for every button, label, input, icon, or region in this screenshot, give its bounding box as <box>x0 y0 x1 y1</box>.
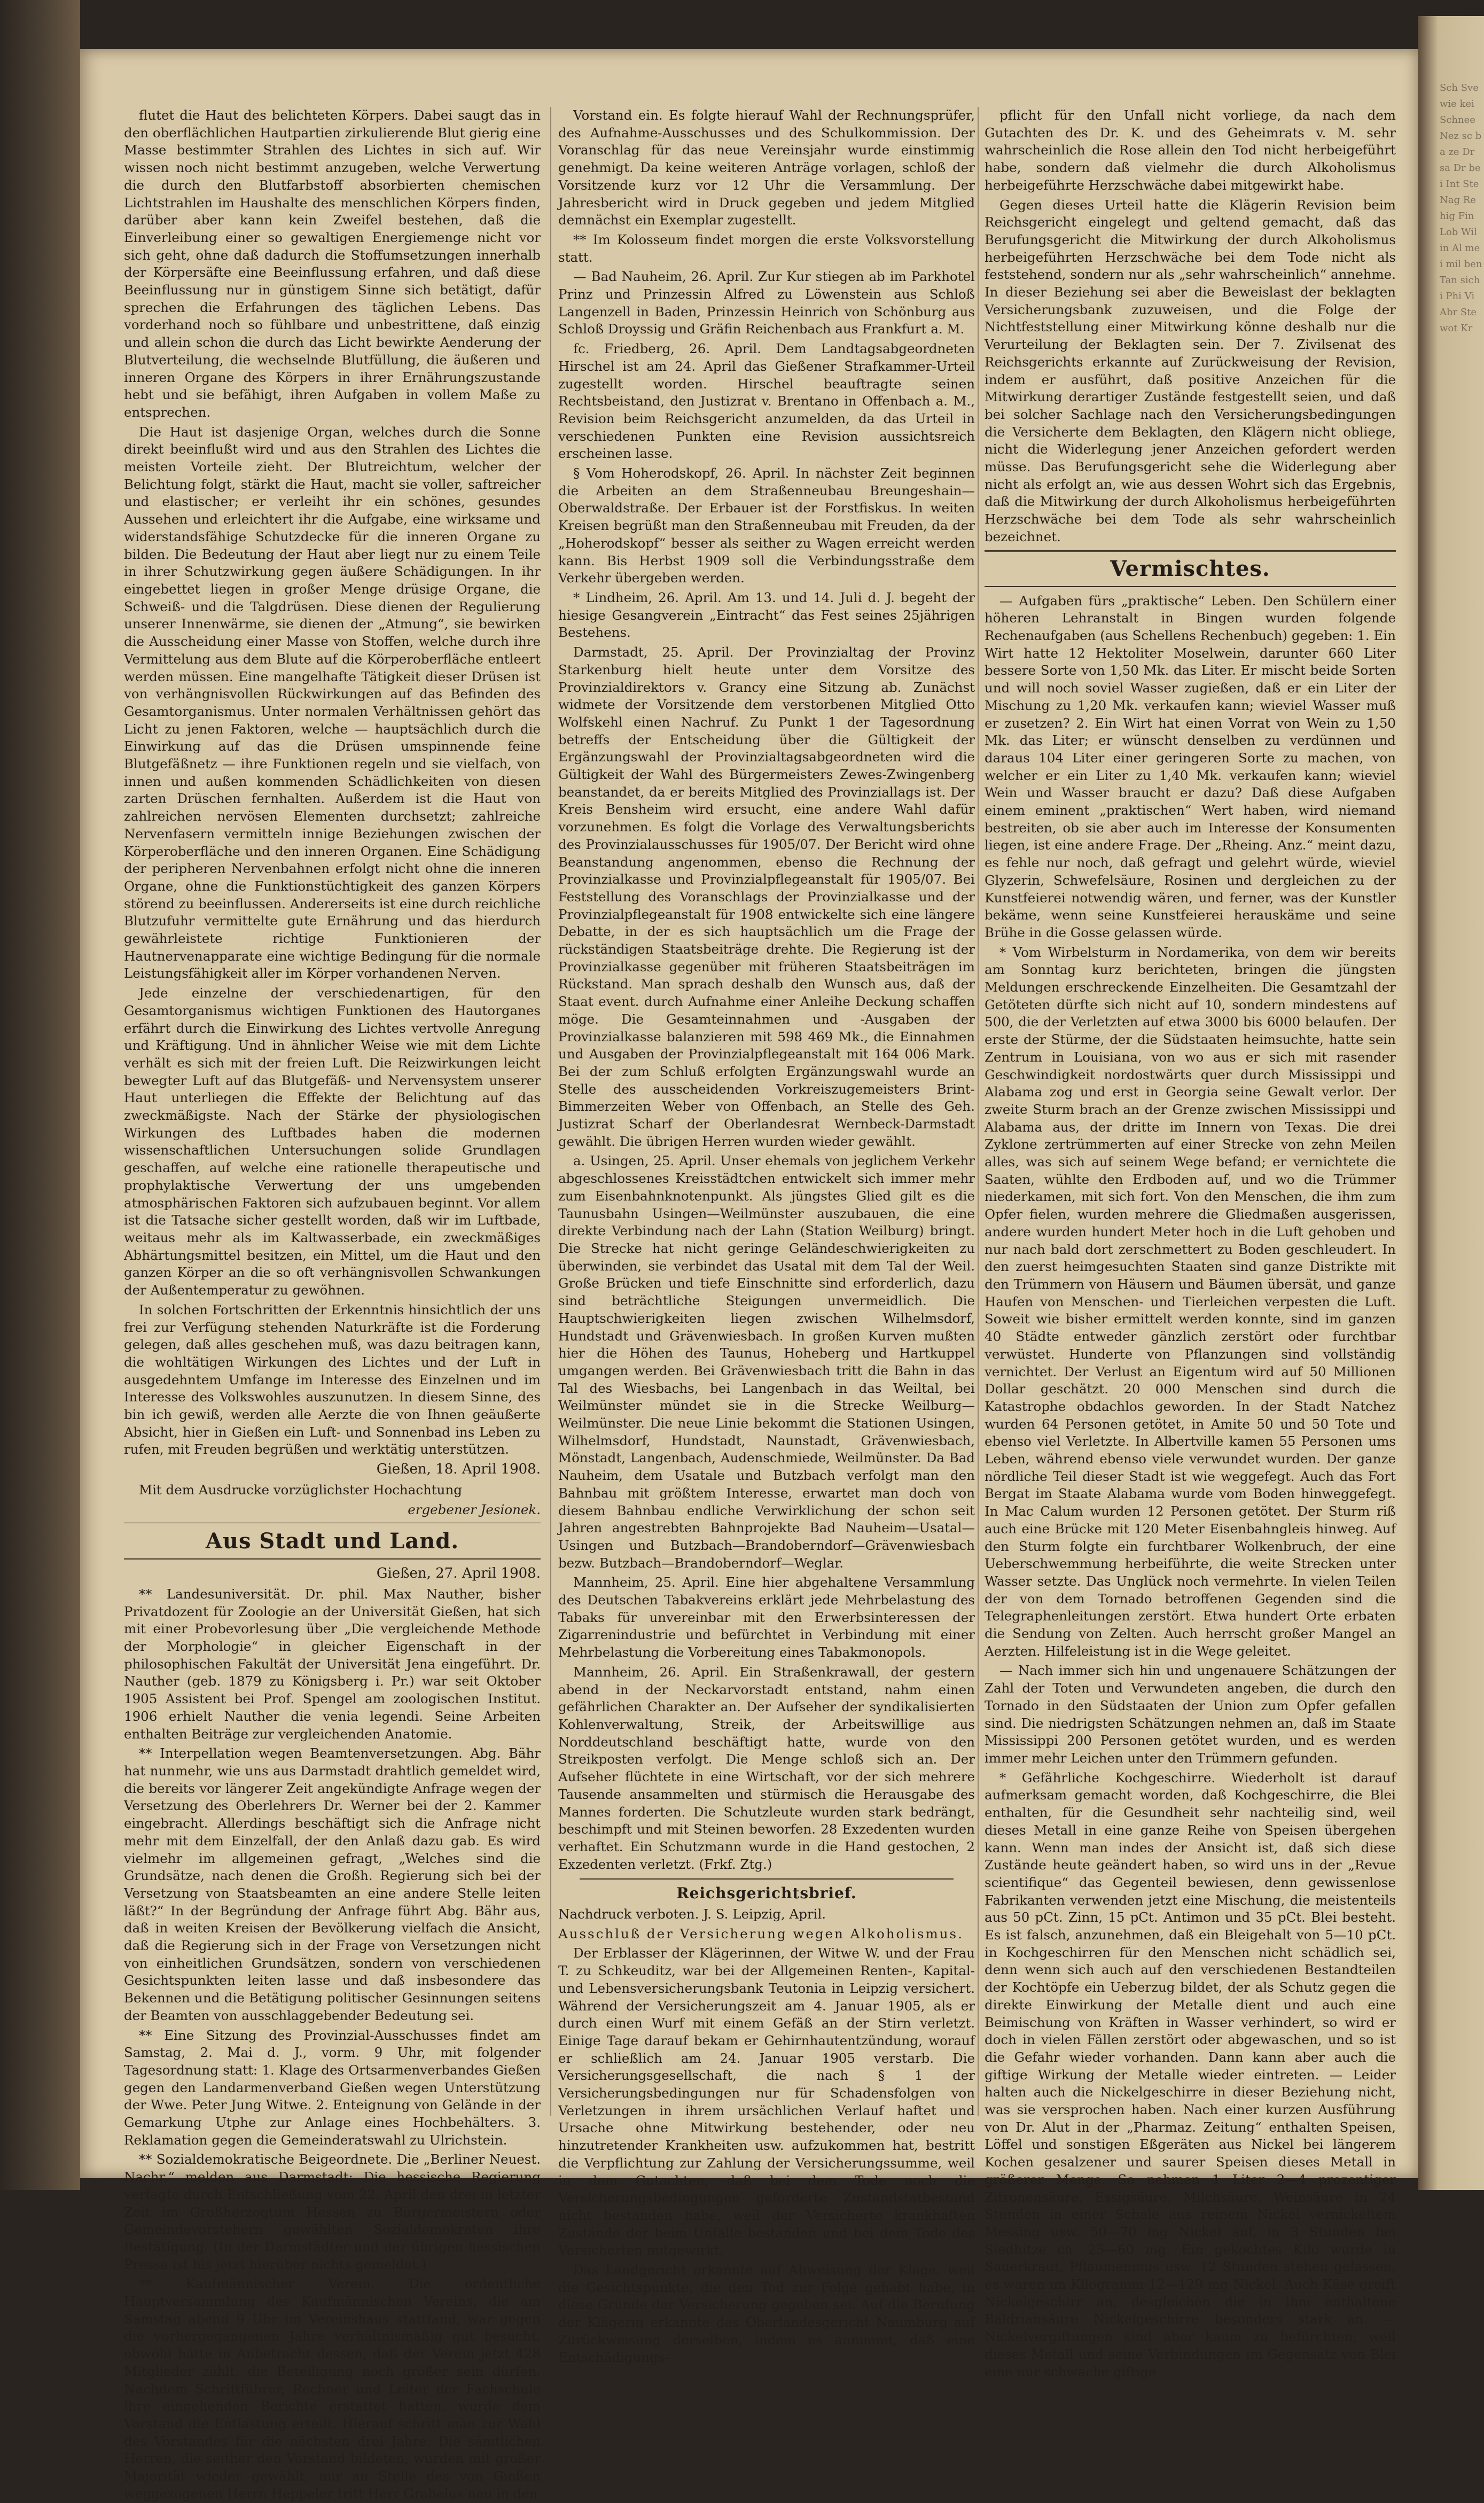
paragraph: pflicht für den Unfall nicht vorliege, da nach dem Gutachten des Dr. K. und des Geheimrats v. M. sehr wahrscheinlich die Rose allein den Tod nicht herbeigeführt habe, sondern daß vielmehr die durch Alkoholismus herbeigeführte Herzschwäche dabei mitgewirkt habe. <box>985 107 1396 193</box>
news-item: * Vom Wirbelsturm in Nordamerika, von dem wir bereits am Sonntag kurz berichteten, bringen die jüngsten Meldungen erschreckende Einzelheiten. Die Gesamtzahl der Getöteten dürfte sich nicht auf 10, sondern mindestens auf 500, die der Verletzten auf etwa 3000 bis 6000 belaufen. Der erste der Stürme, der die Südstaaten heimsuchte, hatte sein Zentrum in Louisiana, von wo aus er sich mit rasender Geschwindigkeit nordostwärts quer durch Mississippi und Alabama zog und erst in Georgia seine Gewalt verlor. Der zweite Sturm brach an der Grenze zwischen Mississippi und Alabama aus, der dritte im Innern von Texas. Die drei Zyklone zertrümmerten auf einer Strecke von zehn Meilen alles, was sich auf seinem Wege befand; er vernichtete die Saaten, wühlte den Erdboden auf, und wo die Trümmer niederkamen, mit sich fort. Von den Menschen, die ihm zum Opfer fielen, wurden mehrere die Gliedmaßen ausgerissen, andere wurden hundert Meter hoch in die Luft gehoben und nur nach bald dort zerschmettert zu Boden geschleudert. In den zuerst heimgesuchten Staaten sind ganze Distrikte mit den Trümmern von Häusern und Bäumen übersät, und ganze Haufen von Menschen- und Tierleichen verpesten die Luft. Soweit wie bisher ermittelt werden konnte, sind im ganzen 40 Städte entweder gänzlich zerstört oder furchtbar verwüstet. Hunderte von Pflanzungen sind vollständig vernichtet. Der Verlust an Eigentum wird auf 50 Millionen Dollar geschätzt. 20 000 Menschen sind durch die Katastrophe obdachlos geworden. In der Stadt Natchez wurden 64 Personen getötet, in Amite 50 und 50 Tote und ebenso viel Verletzte. In Albertville kamen 55 Personen ums Leben, während ebenso viele verwundet wurden. Der ganze nördliche Teil dieser Stadt ist wie weggefegt. Auch das Fort Bergat im Staate Alabama wurde vom Boden hinweggefegt. In Mac Calum wurden 12 Personen getötet. Der Sturm riß auch eine Brücke mit 120 Meter Eisenbahngleis hinweg. Auf den Sturm folgte ein furchtbarer Wolkenbruch, der eine Ueberschwemmung herbeiführte, die weite Strecken unter Wasser setzte. Das Unglück noch vermehrte. In vielen Teilen der von dem Tornado betroffenen Gegenden sind die Telegraphenleitungen zerstört. Etwa hundert Orte erbaten die Sendung von Zelten. Auch herrscht großer Mangel an Aerzten. Hilfeleistung ist in die Wege geleitet. <box>985 944 1396 1659</box>
news-item: ** Eine Sitzung des Provinzial-Ausschusses findet am Samstag, 2. Mai d. J., vorm. 9 Uhr, mit folgender Tagesordnung statt: 1. Klage des Ortsarmenverbandes Gießen gegen den Landarmenverband Gießen wegen Unterstützung der Wwe. Peter Jung Witwe. 2. Enteignung von Gelände in der Gemarkung Utphe zur Anlage eines Hochbehälters. 3. Reklamation gegen die Gemeinderatswahl zu Ulrichstein. <box>124 2027 541 2148</box>
news-item: a. Usingen, 25. April. Unser ehemals von jeglichem Verkehr abgeschlossenes Kreisstädtchen entwickelt sich immer mehr zum Eisenbahnknotenpunkt. Als jüngstes Glied gilt es die Taunusbahn Usingen—Weilmünster auszubauen, die eine direkte Verbindung nach der Lahn (Station Weilburg) bringt. Die Strecke hat nicht geringe Geländeschwierigkeiten zu überwinden, sie verbindet das Usatal mit dem Tal der Weil. Große Brücken und tiefe Einschnitte sind erforderlich, dazu sind beträchtliche Steigungen unvermeidlich. Die Hauptschwierigkeiten liegen zwischen Wilhelmsdorf, Hundstadt und Grävenwiesbach. In großen Kurven mußten hier die Höhen des Taunus, Hoheberg und Hartkuppel umgangen werden. Bei Grävenwiesbach tritt die Bahn in das Tal des Wiesbachs, bei Langenbach in das Weiltal, bei Weilmünster mündet sie in die Strecke Weilburg—Weilmünster. Die neue Linie bekommt die Stationen Usingen, Wilhelmsdorf, Hundstadt, Naunstadt, Grävenwiesbach, Mönstadt, Langenbach, Audenschmiede, Weilmünster. Da Bad Nauheim, dem Usatale und Butzbach verfolgt man den Bahnbau mit größtem Interesse, erwartet man doch von diesem Bahnbau endliche Verwirklichung der schon seit Jahren angestrebten Bahnprojekte Bad Nauheim—Usatal—Usingen und Butzbach—Brandoberndorf—Grävenwiesbach bezw. Butzbach—Brandoberndorf—Weglar. <box>558 1153 975 1571</box>
vermischtes-list <box>985 592 1396 2381</box>
news-item: Mannheim, 25. April. Eine hier abgehaltene Versammlung des Deutschen Tabakvereins erklärt jede Mehrbelastung des Tabaks für unvereinbar mit den Erwerbsinteressen der Zigarrenindustrie und befürchtet in Verbindung mit einer Mehrbelastung die Vorbereitung eines Tabakmonopols. <box>558 1574 975 1660</box>
news-item: — Bad Nauheim, 26. April. Zur Kur stiegen ab im Parkhotel Prinz und Prinzessin Alfred zu Löwenstein aus Schloß Langenzell in Baden, Prinzessin Heinrich von Schönburg aus Schloß Droyssig und Gräfin Reichenbach aus Frankfurt a. M. <box>558 269 975 337</box>
regional-news-list <box>558 107 975 1873</box>
news-item: § Vom Hoherodskopf, 26. April. In nächster Zeit beginnen die Arbeiten an dem Straßenneubau Breungeshain—Oberwaldstraße. Der Erbauer ist der Forstfiskus. In weiten Kreisen begrüßt man den Straßenneubau mit Freuden, da der „Hoherodskopf“ besser als seither zu Wagen erreicht werden kann. Bis Herbst 1909 soll die Verbindungsstraße dem Verkehr übergeben werden. <box>558 465 975 586</box>
news-item: Mannheim, 26. April. Ein Straßenkrawall, der gestern abend in der Neckarvorstadt entstand, nahm einen gefährlichen Charakter an. Der Aufseher der syndikalisierten Kohlenverwaltung, Streik, der Arbeitswillige aus Norddeutschland beschäftigt hatte, wurde von den Streikposten verfolgt. Die Menge schloß sich an. Der Aufseher flüchtete in eine Wirtschaft, vor der sich mehrere Tausende ansammelten und stürmisch die Herausgabe des Mannes forderten. Die Schutzleute wurden stark bedrängt, beschimpft und mit Steinen beworfen. 28 Exzedenten wurden verhaftet. Ein Schutzmann wurde in die Hand gestochen, 2 Exzedenten verletzt. (Frkf. Ztg.) <box>558 1664 975 1872</box>
facing-page-edge <box>1418 16 1484 2190</box>
paragraph: Jede einzelne der verschiedenartigen, für den Gesamtorganismus wichtigen Funktionen des Hautorganes erfährt durch die Einwirkung des Lichtes vertvolle Anregung und Kräftigung. Und in ähnlicher Weise wie mit dem Lichte verhält es sich mit der freien Luft. Die Reizwirkungen leicht bewegter Luft auf das Blutgefäß- und Nervensystem unserer Haut unterliegen die Effekte der Belichtung auf das zweckmäßigste. Nach der Stärke der physiologischen Wirkungen des Luftbades haben die modernen wissenschaftlichen Untersuchungen solide Grundlagen geschaffen, auf welche eine rationelle therapeutische und prophylaktische Verwertung der uns umgebenden atmosphärischen Faktoren sich aufzubauen beginnt. Vor allem ist die Tatsache sicher gestellt worden, daß wir im Luftbade, weitaus mehr als im Kaltwasserbade, ein zweckmäßiges Abhärtungsmittel besitzen, ein Mittel, um die Haut und den ganzen Körper an die so oft verhängnisvollen Schwankungen der Außentemperatur zu gewöhnen. <box>124 985 541 1298</box>
reichsgerichtsbrief-meta: Nachdruck verboten. J. S. Leipzig, April. <box>558 1906 826 1922</box>
paragraph: In solchen Fortschritten der Erkenntnis hinsichtlich der uns frei zur Verfügung stehenden Naturkräfte ist die Forderung gelegen, daß alles geschehen muß, was dazu beitragen kann, die wohltätigen Wirkungen des Lichtes und der Luft in ausgedehntem Umfange im Interesse des Einzelnen und im Interesse des Volkswohles auszunutzen. In diesem Sinne, des bin ich gewiß, werden alle Aerzte die von Ihnen geäußerte Absicht, hier in Gießen ein Luft- und Sonnenbad ins Leben zu rufen, mit Freuden begrüßen und werktätig unterstützen. <box>124 1301 541 1457</box>
column-3 <box>985 107 1396 2380</box>
news-item: — Aufgaben fürs „praktische“ Leben. Den Schülern einer höheren Lehranstalt in Bingen wurden folgende Rechenaufgaben (aus Schellens Rechenbuch) gegeben: 1. Ein Wirt hatte 12 Hektoliter Moselwein, darunter 660 Liter bessere Sorte von 1,50 Mk. das Liter. Er mischt beide Sorten und will noch soviel Wasser zugießen, daß er ein Liter der Mischung zu 1,20 Mk. verkaufen kann; wieviel Wasser muß er zusetzen? 2. Ein Wirt hat einen Vorrat von Wein zu 1,50 Mk. das Liter; er wünscht denselben zu verdünnen und daraus 104 Liter einer geringeren Sorte zu machen, von welcher er ein Liter zu 1,40 Mk. verkaufen kann; wieviel Wein und Wasser braucht er dazu? Daß diese Aufgaben einem eminent „praktischen“ Wert haben, wird niemand bestreiten, ob sie aber auch im Interesse der Konsumenten liegen, ist eine andere Frage. Der „Rheing. Anz.“ meint dazu, es fehle nur noch, daß gefragt und gelehrt würde, wieviel Glyzerin, Schwefelsäure, Rosinen und dergleichen zu der Kunstfeierei notwendig wären, und ferner, was der Kunstler bekäme, wenn seine Kunstfeierei herauskäme und seine Brühe in die Gosse gelassen würde. <box>985 592 1396 940</box>
column-2 <box>558 107 975 2365</box>
local-news-list <box>124 1586 541 2503</box>
column-1 <box>124 107 541 2501</box>
book-binding <box>0 0 80 2190</box>
news-item: Darmstadt, 25. April. Der Provinzialtag der Provinz Starkenburg hielt heute unter dem Vorsitze des Provinzialdirektors v. Grancy eine Sitzung ab. Zunächst widmete der Vorsitzende dem verstorbenen Mitglied Otto Wolfskehl einen Nachruf. Zu Punkt 1 der Tagesordnung betreffs der Entscheidung über die Gültigkeit der Ergänzungswahl der Provinzialtagsabgeordneten wird die Gültigkeit der Wahl des Bürgermeisters Zewes-Zwingenberg beanstandet, da er bereits Mitglied des Provinziallags ist. Der Kreis Bensheim wird ersucht, eine andere Wahl dafür vorzunehmen. Es folgt die Vorlage des Verwaltungsberichts des Provinzialausschusses für 1905/07. Der Bericht wird ohne Beanstandung angenommen, ebenso die Rechnung der Provinzialkasse und Provinzialpflegeanstalt für 1905/07. Bei Feststellung des Voranschlags der Provinzialkasse und der Provinzialpflegeanstalt für 1908 entwickelte sich eine längere Debatte, in der es sich hauptsächlich um die Frage der rückständigen Staatsbeiträge drehte. Die Regierung ist der Provinzialkasse gegenüber mit früheren Staatsbeiträgen im Rückstand. Man sprach deshalb den Wunsch aus, daß der Staat event. durch Aufnahme einer Anleihe Deckung schaffen möge. Die Gesamteinnahmen und -Ausgaben der Provinzialkasse balanzieren mit 598 469 Mk., die Einnahmen und Ausgaben der Provinzialpflegeanstalt mit 164 006 Mark. Bei der zum Schluß erfolgten Ergänzungswahl wurde an Stelle des ausscheidenden Vorkreiszugemeisters Brint-Bimmerzeiten Weber von Offenbach, an Stelle des Geh. Justizrat Scharf der Oberlandesrat Wernbeck-Darmstadt gewählt. Die übrigen Herren wurden wieder gewählt. <box>558 644 975 1149</box>
reichsgerichtsbrief-body <box>558 1945 975 2366</box>
reichsgerichtsbrief-subject: Ausschluß der Versicherung wegen Alkoholismus. <box>558 1925 964 1941</box>
divider-rule <box>580 1878 954 1880</box>
news-item: ** Im Kolosseum findet morgen die erste Volksvorstellung statt. <box>558 231 975 265</box>
news-item: Vorstand ein. Es folgte hierauf Wahl der Rechnungsprüfer, des Aufnahme-Ausschusses und des Schulkommission. Der Voranschlag für das neue Vereinsjahr wurde einstimmig genehmigt. Da keine weiteren Anträge vorlagen, schloß der Vorsitzende kurz vor 12 Uhr die Versammlung. Der Jahresbericht wird in Druck gegeben und jedem Mitglied demnächst ein Exemplar zugestellt. <box>558 107 975 228</box>
column-rule-2 <box>978 107 979 2116</box>
column-rule-1 <box>550 107 551 2116</box>
paragraph: Gegen dieses Urteil hatte die Klägerin Revision beim Reichsgericht eingelegt und geltend gemacht, daß das Berufungsgericht die Mitwirkung der durch Alkoholismus herbeigeführten Herzschwäche bei dem Tode nicht als feststehend, sondern nur als „sehr wahrscheinlich“ annehme. In dieser Beziehung sei aber die Beweislast der beklagten Versicherungsbank zuzuweisen, und die Folge der Nichtfeststellung einer Mitwirkung könne deshalb nur die Verurteilung der Beklagten sein. Der 7. Zivilsenat des Reichsgerichts erkannte auf Zurückweisung der Revision, indem er ausführt, daß positive Anzeichen für die Mitwirkung derartiger Zustände festgestellt seien, und daß bei solcher Sachlage nach den Versicherungsbedingungen die Versicherte dem Beklagten, den Klägern nicht obliege, nicht die Widerlegung jener Anzeichen gefordert werden müsse. Das Berufungsgericht sehe die Widerlegung aber nicht als erfolgt an, wie aus dessen Wohrt sich das Ergebnis, daß die Mitwirkung der durch Alkoholismus herbeigeführten Herzschwäche bei dem Tode als sehr wahrscheinlich bezeichnet. <box>985 197 1396 544</box>
letter-place-date: Gießen, 18. April 1908. <box>376 1461 541 1478</box>
news-item: fc. Friedberg, 26. April. Dem Landtagsabgeordneten Hirschel ist am 24. April das Gießener Strafkammer-Urteil zugestellt worden. Hirschel beauftragte seinen Rechtsbeistand, den Justizrat v. Brentano in Offenbach a. M., Revision beim Reichsgericht anzumelden, da das Urteil in verschiedenen Punkten eine Revision aussichtsreich erscheinen lasse. <box>558 341 975 462</box>
paragraph: Das Landgericht erkannte auf Abweisung der Klage, weil die Gesichtspunkte, die den Tod zur Folge gehabt habe, in diese Gründe der Versicherung gegeben sei. Auf die Berufung der Klägerin erkannte das Oberlandesgericht Naumburg auf Zurückweisung derselben, indem es annimmt, daß eine Entschädigungs- <box>558 2262 975 2365</box>
news-item: ** Landesuniversität. Dr. phil. Max Nauther, bisher Privatdozent für Zoologie an der Universität Gießen, hat sich mit einer Probevorlesung über „Die vergleichende Methode der Morphologie“ in gleicher Eigenschaft in der philosophischen Fakultät der Universität Jena eingeführt. Dr. Nauther (geb. 1879 zu Königsberg i. Pr.) war seit Oktober 1905 Assistent bei Prof. Spengel am zoologischen Institut. 1906 erhielt Nauther die venia legendi. Seine Arbeiten enthalten Beiträge zur vergleichenden Anatomie. <box>124 1586 541 1742</box>
reichsgerichtsbrief-heading: Reichsgerichtsbrief. <box>676 1884 857 1902</box>
news-item: * Lindheim, 26. April. Am 13. und 14. Juli d. J. begeht der hiesige Gesangverein „Eintracht“ das Fest seines 25jährigen Bestehens. <box>558 589 975 641</box>
paragraph: Der Erblasser der Klägerinnen, der Witwe W. und der Frau T. zu Schkeuditz, war bei der Allgemeinen Renten-, Kapital- und Lebensversicherungsbank Teutonia in Leipzig versichert. Während der Versicherungszeit am 4. Januar 1905, als er durch einen Wurf mit einem Gefäß an der Stirn verletzt. Einige Tage darauf bekam er Gehirnhautentzündung, worauf er schließlich am 24. Januar 1905 verstarb. Die Versicherungsgesellschaft, die nach § 1 der Versicherungsbedingungen nur für Schadensfolgen von Verletzungen in ihrem ursächlichen Verlauf haftet und Ursache ohne Mitwirkung bestehender, oder neu hinzutretender Krankheiten usw. aufzukommen hat, bestritt die Verpflichtung zur Zahlung der Versicherungssumme, weil in dem Gutachten, daß bei dem Tode noch die Versicherungsbedingungen geforderte Zustandstatbestand nicht bestanden habe, weil der Versicherte krankhaften Zustände der beim Unfalle bestanden und bei dem Tode des Versicherten mitgewirkt. <box>558 1945 975 2258</box>
news-item: ** Sozialdemokratische Beigeordnete. Die „Berliner Neuest. Nachr.“ melden aus Darmstadt: Die hessische Regierung verfagte durch Entschließung vom 22. April den drei in letzter Zeit im Großherzogtum Hessen zu Bürgermeistern oder Gemeindevorstehern gewählten Sozialdemokraten ihre Bestätigung. (In der Darmstädter und der übrigen hessischen Presse ist bis jetzt hierüber nichts gemeldet.) <box>124 2151 541 2272</box>
news-item: ** Kaufmännischer Verein. Die ordentliche Hauptversammlung des Kaufmännischen Vereins, die am Samstag abend 9 Uhr im Vereinshaus stattfand, war gegen die vorhergegangenen Jahre verhältnismäßig gut besucht, obwohl hätte in Anbetracht dessen, daß der Verein jetzt 428 Mitglieder zählt, die Beteiligung noch größer sein dürfen. Nachdem Schriftführer, Rechner und Leiter der Fachschule ihre eingehenden Berichte erstattet hatten, wurde dem Vorstand die Entlastung erteilt. Hierauf schritt man zur Wahl des Vorstandes für die nächsten drei Jahre. Die sämtlichen Herren, die seither den Vorstand bildeten, wurden mit großer Majorität wieder gewählt, nur an Stelle des von Gießen weggezogenen Herrn Heppeler tritt Herr Grabelus neu in den <box>124 2276 541 2501</box>
article-body-light-air <box>124 107 541 1459</box>
letter-closing: Mit dem Ausdrucke vorzüglichster Hochachtung <box>139 1481 462 1498</box>
facing-page-text: Sch Sve wie kei Schnee Nez sc ba ze Dr sa Dr bei Int Ste Nag Re hig Fin Lob Wil in Al mei mil ben Tan sichi Phi Vi Abr Ste wot Kr <box>1440 82 1482 334</box>
paragraph: flutet die Haut des belichteten Körpers. Dabei saugt das in den oberflächlichen Hautpartien zirkulierende Blut gierig eine Masse bestimmter Strahlen des Lichtes in sich auf. Wir wissen noch nicht bestimmt anzugeben, welche Verwertung die durch den Blutfarbstoff absorbierten chemischen Lichtstrahlen im Haushalte des menschlichen Körpers finden, darüber aber kann kein Zweifel bestehen, daß die Einverleibung einer so gewaltigen Energiemenge nicht vor sich geht, ohne daß dadurch die Stoffumsetzungen innerhalb der Körpersäfte eine Beeinflussung erfahren, und daß diese Beeinflussung nur in günstigem Sinne sich betätigt, dafür sprechen die Erfahrungen des täglichen Lebens. Das vorderhand noch so fühlbare und unbestrittene, daß einzig und allein schon die durch das Licht bewirkte Aenderung der Blutverteilung, die wechselnde Blutfüllung, die äußeren und inneren Organe des Körpers in ihrer Ernährungszustande hebt und sie befähigt, ihren Aufgaben in vollem Maße zu entsprechen. <box>124 107 541 420</box>
section-heading-vermischtes: Vermischtes. <box>985 550 1396 587</box>
news-item: — Nach immer sich hin und ungenauere Schätzungen der Zahl der Toten und Verwundeten angeben, die durch den Tornado in den Südstaaten der Union zum Opfer gefallen sind. Die niedrigsten Schätzungen nehmen an, daß im Staate Mississippi 200 Personen getötet wurden, und es werden immer mehr Leichen unter den Trümmern gefunden. <box>985 1663 1396 1766</box>
reichsgerichtsbrief-continued <box>985 107 1396 546</box>
news-item: * Gefährliche Kochgeschirre. Wiederholt ist darauf aufmerksam gemacht worden, daß Kochgeschirre, die Blei enthalten, für die Gesundheit sehr nachteilig sind, weil dieses Metall in eine ganze Reihe von Speisen übergehen kann. Wenn man indes der Ansicht ist, daß sich diese Zustände heute geändert haben, so wird uns in der „Revue scientifique“ das Gegenteil bewiesen, denn gewissenlose Fabrikanten verwenden jetzt eine Mischung, die meistenteils aus 50 pCt. Zinn, 15 pCt. Antimon und 35 pCt. Blei besteht. Es ist falsch, anzunehmen, daß ein Bleigehalt von 5—10 pCt. in Kochgeschirren für den Menschen nicht schädlich sei, denn wenn sich auch auf den verschiedenen Bestandteilen der Kochtöpfe ein Ueberzug bildet, der als Schutz gegen die direkte Einwirkung der Metalle dient und auch eine Beimischung von Kräften in Wasser verhindert, so wird er doch in vielen Fällen zerstört oder abgewaschen, und so ist die Gefahr wieder vorhanden. Dann kann aber auch die giftige Wirkung der Metalle wieder eintreten. — Leider halten auch die Nickelgeschirre in dieser Beziehung nicht, was sie versprochen haben. Nach einer kurzen Ausführung von Dr. Alut in der „Pharmaz. Zeitung“ enthalten Speisen, Löffel und sonstigen Eßgeräten aus Nickel bei längerem Kochen gesalzener und saurer Speisen dieses Metall in größerer Menge. So nehmen 1 Liter 2—4 prozentiger Zitronensäure, Essigsäure, Milchsäure, Weinsäure in 24 Stunden in einer Schale aus reinem Nickel vernickeltem Messing usw. 50—70 mg Nickel auf, in 3 Stunden bei Siedhitze ca. 25—60 mg. Ein gekochtes Kilo wurde in Sauerkraut, Pflaumenmus usw. 12 Stunden stehen gelassen, es waren im Kilogramm 12—129 mg Nickel. Auch Käse greift Nickelgeschirr an, desgleichen die in ihm enthaltene Baldriansäure Nickelgeschirre besonders stark an. — Nickelvergiftungen sind aber kaum zu befürchten, weil dieses Metall und seine Verbindungen im Gegensatz von Blei eine nur schwache giftige <box>985 1769 1396 2380</box>
paragraph: Die Haut ist dasjenige Organ, welches durch die Sonne direkt beeinflußt wird und aus den Strahlen des Lichtes die meisten Vorteile zieht. Der Blutreichtum, welcher der Belichtung folgt, stärkt die Haut, macht sie voller, saftreicher und elastischer; er verleiht ihr ein schönes, gesundes Aussehen und erleichtert ihr die Aufgabe, eine wirksame und widerstandsfähige Schutzdecke für die inneren Organe zu bilden. Die Bedeutung der Haut aber liegt nur zu einem Teile in ihrer Schutzwirkung gegen äußere Schädigungen. In ihr eingebettet liegen in großer Menge drüsige Organe, die Schweiß- und die Talgdrüsen. Diese dienen der Regulierung unserer Innenwärme, sie dienen der „Atmung“, sie bewirken die Ausscheidung einer Masse von Stoffen, welche durch ihre Vermittelung aus dem Blute auf die Körperoberfläche entleert werden müssen. Eine mangelhafte Tätigkeit dieser Drüsen ist von verhängnisvollen Rückwirkungen auf das Befinden des Gesamtorganismus. Unter normalen Verhältnissen gehört das Licht zu jenen Faktoren, welche — hauptsächlich durch die Einwirkung auf das die Drüsen umspinnende feine Blutgefäßnetz — ihre Funktionen regeln und sie vielfach, von innen und außen kommenden Schädlichkeiten von diesen zarten Drüschen fernhalten. Außerdem ist die Haut von zahlreichen nervösen Elementen durchsetzt; zahlreiche Nervenfasern vermitteln innige Beziehungen zwischen der Körperoberfläche und den inneren Organen. Eine Schädigung der peripheren Nervenbahnen erfolgt nicht ohne die inneren Organe, ohne die Funktionstüchtigkeit des ganzen Körpers störend zu beeinflussen. Andererseits ist eine durch reichliche Blutzufuhr vermittelte gute Ernährung und das hierdurch gewährleistete richtige Funktionieren der Hautnervenapparate eine wichtige Bedingung für die normale Leistungsfähigkeit aller im Körper vorhandenen Nerven. <box>124 424 541 981</box>
news-item: ** Interpellation wegen Beamtenversetzungen. Abg. Bähr hat nunmehr, wie uns aus Darmstadt drahtlich gemeldet wird, die bereits vor längerer Zeit angekündigte Anfrage wegen der Versetzung des Oberlehrers Dr. Werner bei der 2. Kammer eingebracht. Allerdings beschäftigt sich die Anfrage nicht mehr mit dem Einzelfall, der den Anlaß dazu gab. Es wird vielmehr im allgemeinen gefragt, „Welches sind die Grundsätze, nach denen die Großh. Regierung sich bei der Versetzung von Staatsbeamten an eine andere Stelle leiten läßt?“ In der Begründung der Anfrage führt Abg. Bähr aus, daß in weiten Kreisen der Bevölkerung vielfach die Ansicht, daß die Regierung sich in der Frage von Versetzungen nicht von einheitlichen Grundsätzen, sondern von verschiedenen Gesichtspunkten leiten lasse und daß insbesondere das Bekennen und die Betätigung politischer Gesinnungen seitens der Beamten von ausschlaggebender Bedeutung sei. <box>124 1745 541 2023</box>
section-heading-aus-stadt-und-land: Aus Stadt und Land. <box>124 1523 541 1559</box>
section-dateline: Gießen, 27. April 1908. <box>376 1565 541 1582</box>
letter-signature: ergebener Jesionek. <box>408 1501 541 1517</box>
